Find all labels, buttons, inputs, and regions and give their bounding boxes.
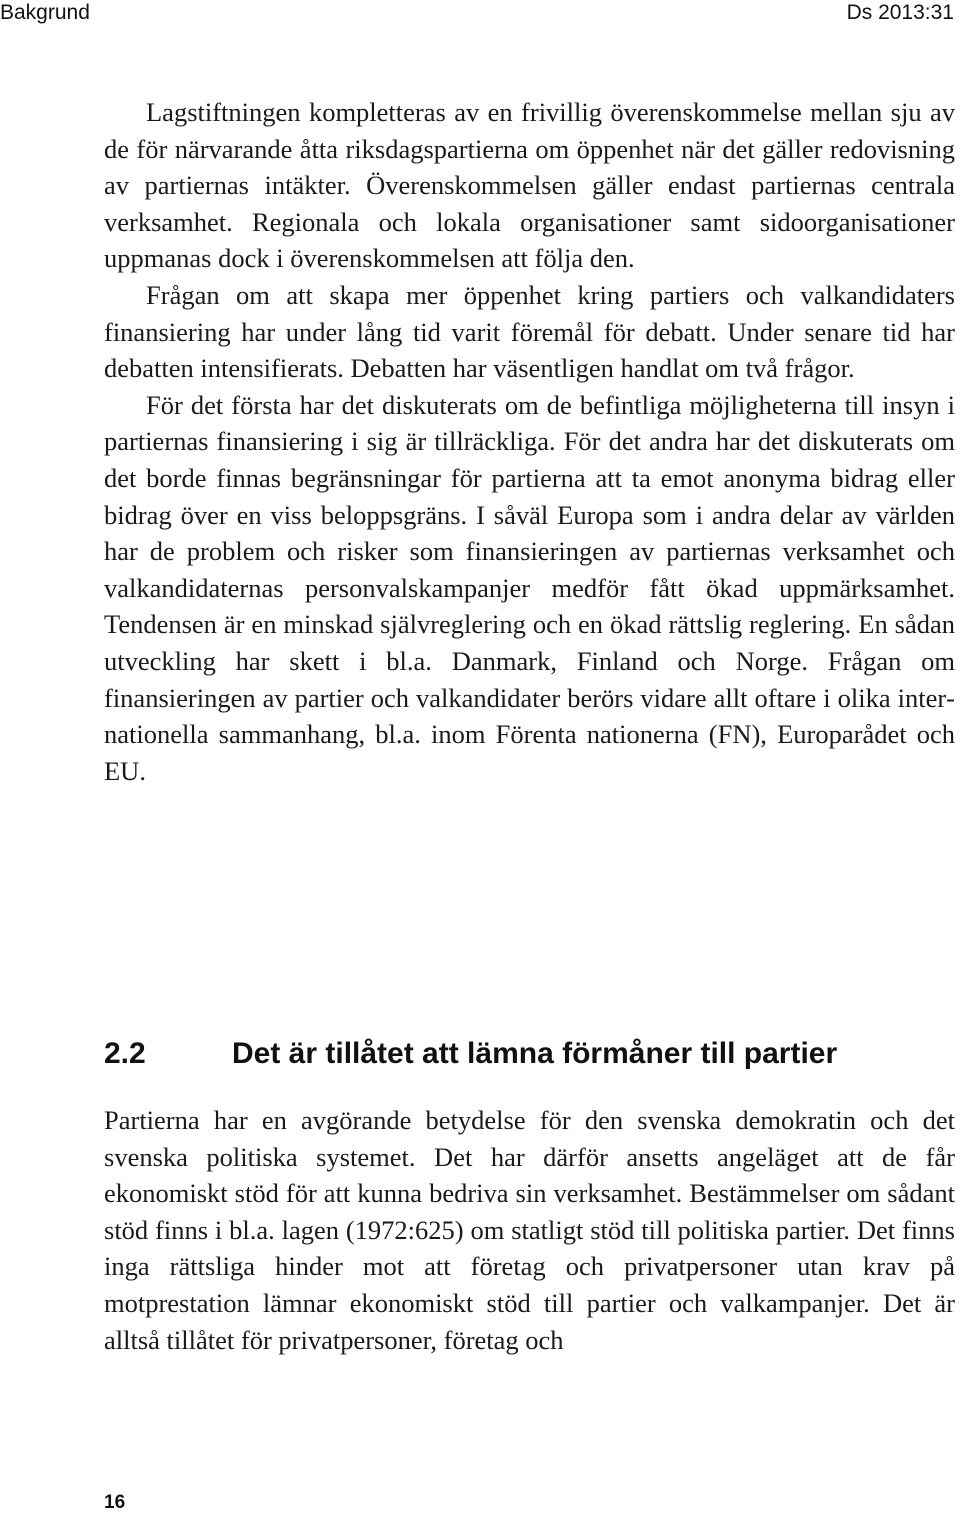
body-paragraph: Lagstiftningen kompletteras av en frivillig överenskommelse mellan sju av de för närvarande åtta riksdagspartierna om öppenhet när det gäller redovisning av partiernas intäkter. Överenskommelsen gäller endast partiernas centrala verksamhet. Regionala och lokala organisationer samt sidoorganisationer uppmanas dock i överenskommelsen att följa den. xyxy=(104,97,955,274)
running-header xyxy=(0,0,960,28)
body-paragraph: Partierna har en avgörande betydelse för den svenska demokratin och det svenska politiska systemet. Det har därför ansetts angeläget att de får ekonomiskt stöd för att kunna bedriva sin verksamhet. Bestämmelser om sådant stöd finns i bl.a. lagen (1972:625) om statligt stöd till politiska partier. Det finns inga rättsliga hinder mot att företag och privatpersoner utan krav på motprestation lämnar ekonomiskt stöd till partier och valkampanjer. Det är alltså tillåtet för privatpersoner, företag och xyxy=(104,1105,955,1355)
section-title: Det är tillåtet att lämna förmåner till partier xyxy=(232,1037,838,1070)
section-heading xyxy=(104,1034,955,1074)
intro-text-block xyxy=(104,94,955,789)
body-paragraph: Frågan om att skapa mer öppenhet kring partiers och valkandidaters finansiering har under lång tid varit föremål för debatt. Under senare tid har debatten intensifierats. Debatten har väsentligen handlat om två frågor. xyxy=(104,279,955,384)
section-number: 2.2 xyxy=(104,1037,146,1070)
body-paragraph: För det första har det diskuterats om de befintliga möjligheterna till insyn i partiernas finansiering i sig är tillräckliga. För det andra har det diskuterats om det borde finnas begränsningar för partierna att ta emot anonyma bidrag eller bidrag över en viss beloppsgräns. I såväl Europa som i andra delar av världen har de problem och risker som finansieringen av partiernas verksamhet och valkandidaternas personvalskampanjer medför fått ökad uppmärksamhet. Tendensen är en minskad självreglering och en ökad rättslig reglering. En sådan utveckling har skett i bl.a. Danmark, Finland och Norge. Frågan om finansieringen av partier och valkandidater berörs vidare allt oftare i olika internationella sammanhang, bl.a. inom Förenta nationerna (FN), Europarådet och EU. xyxy=(104,389,955,786)
section-text-block xyxy=(104,1102,955,1358)
header-document-reference: Ds 2013:31 xyxy=(846,1,954,24)
header-section-name: Bakgrund xyxy=(0,1,90,24)
page-number: 16 xyxy=(104,1492,126,1513)
